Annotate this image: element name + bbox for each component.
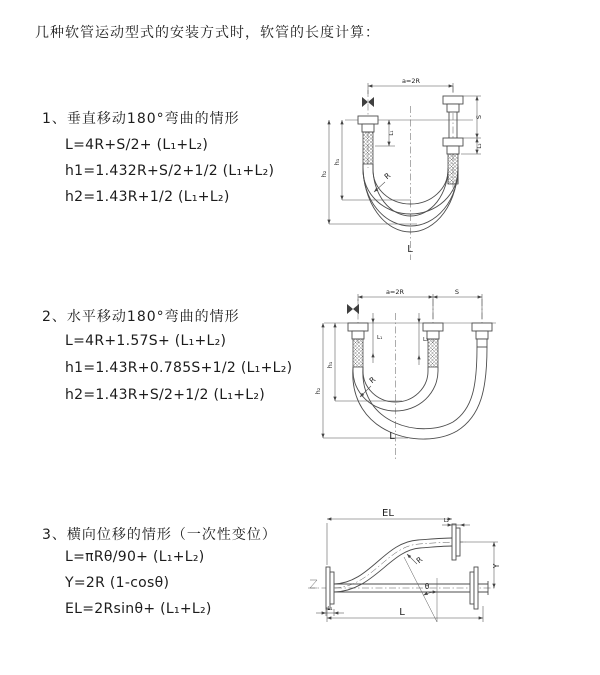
d1-dim-h2-label: h₂	[320, 170, 328, 178]
valve-icon	[347, 304, 359, 314]
d2-dim-s-label: S	[454, 288, 460, 296]
d2-moving-pipe-pos2	[472, 323, 492, 347]
d3-dim-el-label: EL	[382, 508, 394, 519]
section-1-formula-h2: h2=1.43R+1/2 (L₁+L₂)	[65, 189, 230, 205]
d2-dim-h2-label: h₂	[314, 387, 322, 395]
d3-length-label: L	[399, 607, 405, 618]
d2-dim-h1-label: h₁	[326, 361, 334, 369]
d3-left-flange	[326, 567, 334, 609]
page-title: 几种软管运动型式的安装方式时，软管的长度计算：	[35, 25, 380, 41]
d2-dim-l1-label: L₁	[377, 335, 383, 341]
section-1-formula-l: L=4R+S/2+ (L₁+L₂)	[65, 137, 209, 153]
d2-fixed-pipe	[348, 323, 368, 367]
d2-radius-label: R	[367, 374, 378, 386]
d3-radius-label: R	[414, 554, 425, 566]
d1-dim-l1-label: L₁	[389, 130, 395, 136]
d2-length-label: L	[389, 431, 395, 442]
section-2-formula-l: L=4R+1.57S+ (L₁+L₂)	[65, 333, 227, 349]
centerline-break-mark	[310, 580, 317, 588]
d3-dim-l1-label: L₁	[327, 606, 333, 612]
diagram-horizontal-bend	[310, 283, 600, 468]
d1-moving-pipe	[443, 96, 463, 184]
section-2-formula-h2: h2=1.43R+S/2+1/2 (L₁+L₂)	[65, 387, 266, 403]
d2-moving-pipe-pos1	[423, 323, 443, 367]
d1-dim-s-label: S	[475, 114, 483, 120]
section-3-formula-l: L=πRθ/90+ (L₁+L₂)	[65, 549, 205, 565]
d1-dim-h1-label: h₁	[333, 158, 341, 166]
d2-dim-a-label: a=2R	[385, 288, 405, 296]
d1-length-label: L	[407, 244, 413, 255]
d3-centerlines	[308, 542, 496, 588]
d1-radius-label: R	[382, 170, 393, 182]
section-2-formula-h1: h1=1.43R+0.785S+1/2 (L₁+L₂)	[65, 360, 293, 376]
section-3-formula-el: EL=2Rsinθ+ (L₁+L₂)	[65, 601, 212, 617]
d3-construction	[404, 554, 437, 622]
section-1-heading: 1、垂直移动180°弯曲的情形	[42, 111, 240, 127]
d1-dim-l2-label: L₂	[477, 143, 483, 149]
d1-fixed-pipe	[358, 116, 378, 164]
d3-dim-y-label: Y	[492, 563, 501, 569]
section-3-heading: 3、横向位移的情形（一次性变位）	[42, 527, 277, 543]
d3-dim-l2-label: L₂	[443, 518, 449, 524]
section-3-formula-y: Y=2R (1-cosθ)	[65, 575, 170, 591]
diagram-lateral-displacement	[300, 503, 600, 653]
section-1-formula-h1: h1=1.432R+S/2+1/2 (L₁+L₂)	[65, 163, 275, 179]
d3-theta-label: θ	[424, 582, 430, 591]
d3-dimensions	[316, 508, 501, 622]
d1-dim-a-label: a=2R	[401, 77, 421, 85]
section-2-heading: 2、水平移动180°弯曲的情形	[42, 309, 240, 325]
d3-upper-flange	[452, 524, 460, 560]
diagram-vertical-bend	[315, 72, 600, 267]
d2-dim-l2-label: L₂	[423, 337, 429, 343]
